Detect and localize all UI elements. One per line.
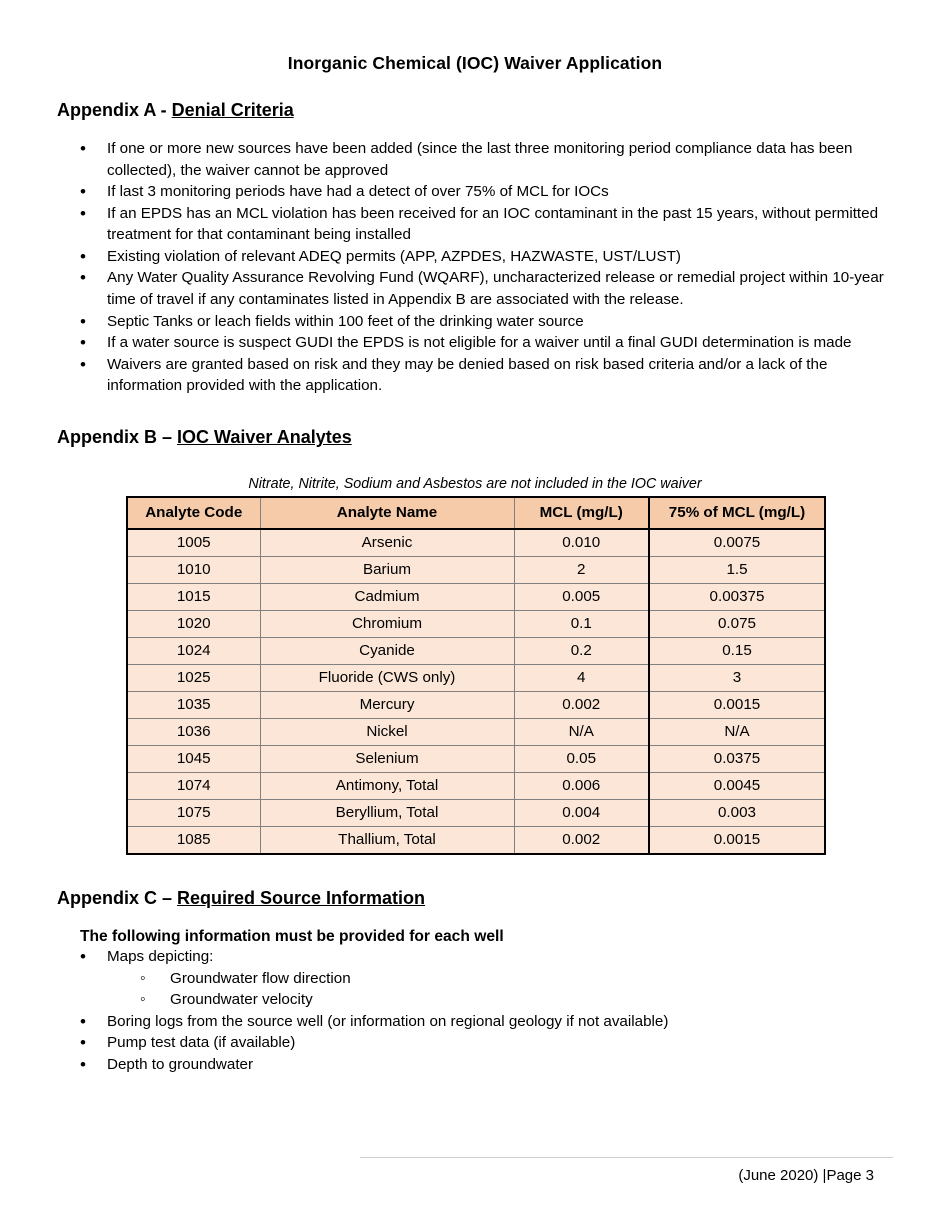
page-title: Inorganic Chemical (IOC) Waiver Application	[287, 53, 663, 73]
analyte-table-body	[127, 529, 825, 854]
list-item: • If an EPDS has an MCL violation has been received for an IOC contaminant in the past 15 years, without permitted treatment for that contaminant being installed	[0, 203, 950, 246]
cell-mcl: 4	[514, 664, 649, 691]
cell-analyte-name: Mercury	[260, 691, 514, 718]
cell-75-of-mcl: 0.0045	[649, 772, 825, 799]
cell-mcl: N/A	[514, 718, 649, 745]
appendix-b-heading	[0, 427, 950, 448]
cell-mcl: 0.2	[514, 637, 649, 664]
analyte-table-caption: Nitrate, Nitrite, Sodium and Asbestos are not included in the IOC waiver	[248, 475, 702, 492]
required-source-info-list-cont	[0, 1011, 950, 1076]
cell-analyte-code: 1010	[127, 556, 260, 583]
cell-mcl: 0.010	[514, 529, 649, 557]
sub-list-item: ◦ Groundwater flow direction	[0, 968, 950, 990]
cell-75-of-mcl: 0.00375	[649, 583, 825, 610]
list-item: • Waivers are granted based on risk and they may be denied based on risk based criteria and/or a lack of the information provided with the application.	[0, 354, 950, 397]
required-source-info-list	[0, 946, 950, 968]
cell-mcl: 0.05	[514, 745, 649, 772]
cell-analyte-code: 1005	[127, 529, 260, 557]
list-item: • Maps depicting:	[0, 946, 950, 968]
cell-analyte-name: Fluoride (CWS only)	[260, 664, 514, 691]
column-header-75-of-mcl: 75% of MCL (mg/L)	[649, 497, 825, 529]
list-item: • Boring logs from the source well (or information on regional geology if not available)	[0, 1011, 950, 1033]
cell-analyte-code: 1020	[127, 610, 260, 637]
table-row	[127, 556, 825, 583]
table-header-row	[127, 497, 825, 529]
appendix-c-heading-prefix: Appendix C –	[57, 887, 178, 908]
table-row	[127, 799, 825, 826]
column-header-mcl: MCL (mg/L)	[514, 497, 649, 529]
cell-analyte-code: 1025	[127, 664, 260, 691]
table-row	[127, 826, 825, 854]
appendix-b-heading-title: IOC Waiver Analytes	[177, 426, 352, 447]
list-item: • Depth to groundwater	[0, 1054, 950, 1076]
appendix-c-sub-heading: The following information must be provided for each well	[80, 927, 504, 945]
cell-analyte-name: Chromium	[260, 610, 514, 637]
cell-analyte-code: 1035	[127, 691, 260, 718]
table-row	[127, 583, 825, 610]
cell-75-of-mcl: 0.15	[649, 637, 825, 664]
analyte-table-head	[127, 497, 825, 529]
footer-page-label: (June 2020) |Page 3	[738, 1167, 874, 1184]
cell-analyte-name: Beryllium, Total	[260, 799, 514, 826]
table-row	[127, 745, 825, 772]
appendix-a-heading-title: Denial Criteria	[171, 100, 294, 120]
cell-analyte-name: Nickel	[260, 718, 514, 745]
appendix-a-heading	[0, 74, 950, 121]
cell-analyte-name: Antimony, Total	[260, 772, 514, 799]
cell-analyte-name: Arsenic	[260, 529, 514, 557]
cell-analyte-name: Thallium, Total	[260, 826, 514, 854]
appendix-a-heading-prefix: Appendix A -	[57, 100, 172, 120]
sub-list-item: ◦ Groundwater velocity	[0, 989, 950, 1011]
cell-analyte-code: 1075	[127, 799, 260, 826]
cell-analyte-code: 1085	[127, 826, 260, 854]
cell-mcl: 0.006	[514, 772, 649, 799]
cell-analyte-name: Cadmium	[260, 583, 514, 610]
denial-criteria-list	[0, 121, 950, 397]
cell-75-of-mcl: 0.075	[649, 610, 825, 637]
table-row	[127, 637, 825, 664]
list-item: • Existing violation of relevant ADEQ permits (APP, AZPDES, HAZWASTE, UST/LUST)	[0, 246, 950, 268]
cell-mcl: 0.002	[514, 826, 649, 854]
page-footer	[0, 1157, 950, 1184]
table-row	[127, 664, 825, 691]
cell-75-of-mcl: 1.5	[649, 556, 825, 583]
cell-75-of-mcl: 0.0015	[649, 826, 825, 854]
appendix-c-heading	[0, 888, 950, 909]
cell-mcl: 2	[514, 556, 649, 583]
appendix-c-heading-title: Required Source Information	[177, 887, 426, 908]
cell-mcl: 0.002	[514, 691, 649, 718]
list-item: • Any Water Quality Assurance Revolving Fund (WQARF), uncharacterized release or remedial project within 10-year time of travel if any contaminates listed in Appendix B are associated with the release.	[0, 267, 950, 310]
cell-75-of-mcl: 0.0015	[649, 691, 825, 718]
maps-depicting-sub-list	[0, 968, 950, 1011]
appendix-b-heading-prefix: Appendix B –	[57, 426, 178, 447]
cell-75-of-mcl: 0.0375	[649, 745, 825, 772]
table-row	[127, 691, 825, 718]
cell-analyte-code: 1045	[127, 745, 260, 772]
cell-analyte-code: 1036	[127, 718, 260, 745]
cell-analyte-code: 1074	[127, 772, 260, 799]
list-item: • If one or more new sources have been added (since the last three monitoring period compliance data has been collected), the waiver cannot be approved	[0, 138, 950, 181]
cell-75-of-mcl: N/A	[649, 718, 825, 745]
cell-mcl: 0.1	[514, 610, 649, 637]
cell-75-of-mcl: 0.0075	[649, 529, 825, 557]
cell-analyte-code: 1024	[127, 637, 260, 664]
cell-mcl: 0.005	[514, 583, 649, 610]
cell-75-of-mcl: 0.003	[649, 799, 825, 826]
table-row	[127, 610, 825, 637]
list-item: • Pump test data (if available)	[0, 1032, 950, 1054]
cell-analyte-name: Cyanide	[260, 637, 514, 664]
list-item: • If a water source is suspect GUDI the EPDS is not eligible for a waiver until a final GUDI determination is made	[0, 332, 950, 354]
list-item: • If last 3 monitoring periods have had a detect of over 75% of MCL for IOCs	[0, 181, 950, 203]
analyte-table	[126, 496, 826, 855]
list-item: • Septic Tanks or leach fields within 100 feet of the drinking water source	[0, 311, 950, 333]
cell-mcl: 0.004	[514, 799, 649, 826]
cell-analyte-name: Selenium	[260, 745, 514, 772]
cell-75-of-mcl: 3	[649, 664, 825, 691]
column-header-analyte-code: Analyte Code	[127, 497, 260, 529]
table-row	[127, 529, 825, 557]
table-row	[127, 718, 825, 745]
cell-analyte-name: Barium	[260, 556, 514, 583]
table-row	[127, 772, 825, 799]
cell-analyte-code: 1015	[127, 583, 260, 610]
column-header-analyte-name: Analyte Name	[260, 497, 514, 529]
